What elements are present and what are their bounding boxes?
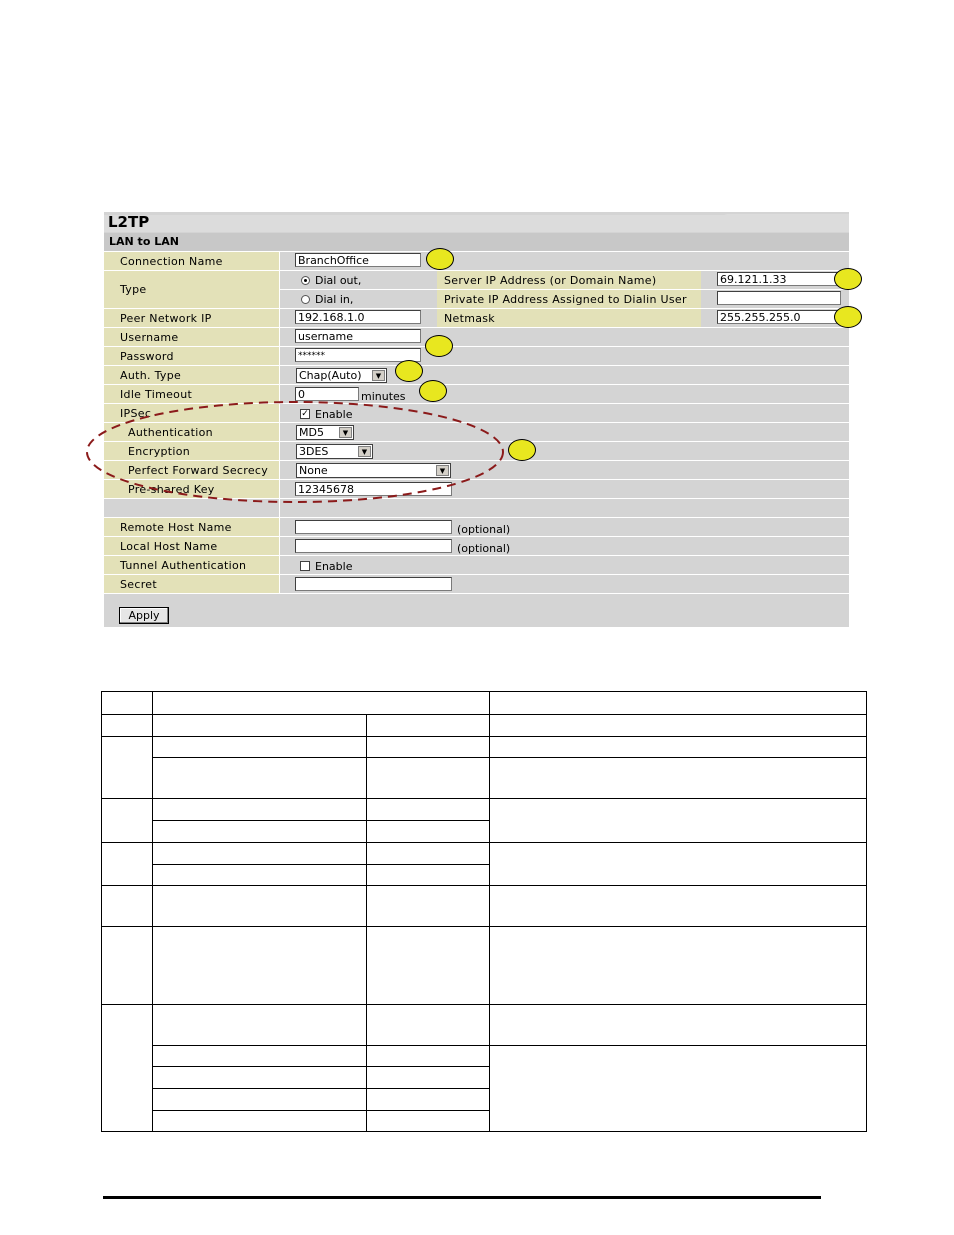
table-row-line	[101, 926, 867, 927]
password-label: Password	[104, 347, 279, 365]
local-host-hint: (optional)	[457, 542, 511, 555]
local-host-input[interactable]	[295, 539, 452, 553]
remote-host-input[interactable]	[295, 520, 452, 534]
table-border	[101, 691, 102, 1132]
table-border	[101, 1131, 867, 1132]
username-label: Username	[104, 328, 279, 346]
username-input[interactable]: username	[295, 329, 421, 343]
check-icon: ✓	[301, 409, 309, 419]
table-row-line	[101, 798, 867, 799]
chevron-down-icon: ▼	[436, 465, 449, 476]
auth-type-value: Chap(Auto)	[299, 369, 362, 382]
table-row-line	[101, 736, 867, 737]
dial-out-radio[interactable]	[301, 276, 310, 285]
connection-name-input[interactable]: BranchOffice	[295, 253, 421, 267]
peer-network-ip-label: Peer Network IP	[104, 309, 279, 327]
authentication-label: Authentication	[104, 423, 279, 441]
table-row-line	[152, 864, 489, 865]
callout-marker	[426, 248, 454, 270]
authentication-value: MD5	[299, 426, 324, 439]
dial-out-label: Dial out,	[315, 274, 362, 287]
password-input[interactable]: ******	[295, 348, 421, 362]
pfs-label: Perfect Forward Secrecy	[104, 461, 279, 479]
tunnel-auth-label: Tunnel Authentication	[104, 556, 279, 574]
row-divider	[280, 289, 437, 290]
preshared-key-label: Pre-shared Key	[104, 480, 279, 498]
chevron-down-icon: ▼	[358, 446, 371, 457]
ipsec-enable-label: Enable	[315, 408, 353, 421]
local-host-label: Local Host Name	[104, 537, 279, 555]
apply-button[interactable]: Apply	[119, 607, 169, 624]
idle-timeout-input[interactable]: 0	[295, 387, 359, 401]
encryption-label: Encryption	[104, 442, 279, 460]
chevron-down-icon: ▼	[372, 370, 385, 381]
section-header	[104, 233, 849, 251]
idle-timeout-label: Idle Timeout	[104, 385, 279, 403]
table-row-line	[152, 1110, 489, 1111]
auth-type-label: Auth. Type	[104, 366, 279, 384]
netmask-label: Netmask	[437, 309, 701, 327]
table-column-line	[366, 714, 367, 1132]
callout-marker	[834, 306, 862, 328]
secret-label: Secret	[104, 575, 279, 593]
server-ip-label: Server IP Address (or Domain Name)	[437, 271, 701, 289]
table-row-line	[152, 1045, 867, 1046]
pfs-value: None	[299, 464, 328, 477]
secret-input[interactable]	[295, 577, 452, 591]
table-row-line	[152, 1066, 489, 1067]
server-ip-input[interactable]: 69.121.1.33	[717, 272, 841, 286]
private-ip-input[interactable]	[717, 291, 841, 305]
connection-name-label: Connection Name	[104, 252, 279, 270]
callout-marker	[425, 335, 453, 357]
table-row-line	[101, 1004, 867, 1005]
section-title: LAN to LAN	[109, 235, 179, 248]
ipsec-highlight-ellipse	[80, 398, 520, 506]
type-label: Type	[104, 271, 279, 308]
private-ip-label: Private IP Address Assigned to Dialin User	[437, 290, 701, 308]
table-row-line	[101, 885, 867, 886]
table-row-line	[152, 757, 867, 758]
table-row-line	[101, 714, 867, 715]
remote-host-hint: (optional)	[457, 523, 511, 536]
callout-marker	[395, 360, 423, 382]
table-border	[101, 691, 867, 692]
title-bar	[104, 214, 849, 232]
row-divider	[104, 593, 849, 594]
auth-type-select[interactable]	[296, 368, 387, 383]
dial-in-radio[interactable]	[301, 295, 310, 304]
table-row-line	[152, 820, 489, 821]
callout-marker	[834, 268, 862, 290]
encryption-value: 3DES	[299, 445, 329, 458]
footer-rule	[103, 1196, 821, 1199]
peer-network-ip-input[interactable]: 192.168.1.0	[295, 310, 421, 324]
ipsec-label: IPSec	[104, 404, 279, 422]
table-row-line	[101, 842, 867, 843]
tunnel-auth-checkbox[interactable]	[300, 561, 310, 571]
tunnel-auth-enable-label: Enable	[315, 560, 353, 573]
idle-timeout-unit: minutes	[361, 390, 406, 403]
preshared-key-input[interactable]: 12345678	[295, 482, 452, 496]
netmask-input[interactable]: 255.255.255.0	[717, 310, 841, 324]
remote-host-label: Remote Host Name	[104, 518, 279, 536]
dial-in-label: Dial in,	[315, 293, 354, 306]
table-row-line	[152, 1088, 489, 1089]
chevron-down-icon: ▼	[339, 427, 352, 438]
page-title: L2TP	[108, 213, 150, 231]
